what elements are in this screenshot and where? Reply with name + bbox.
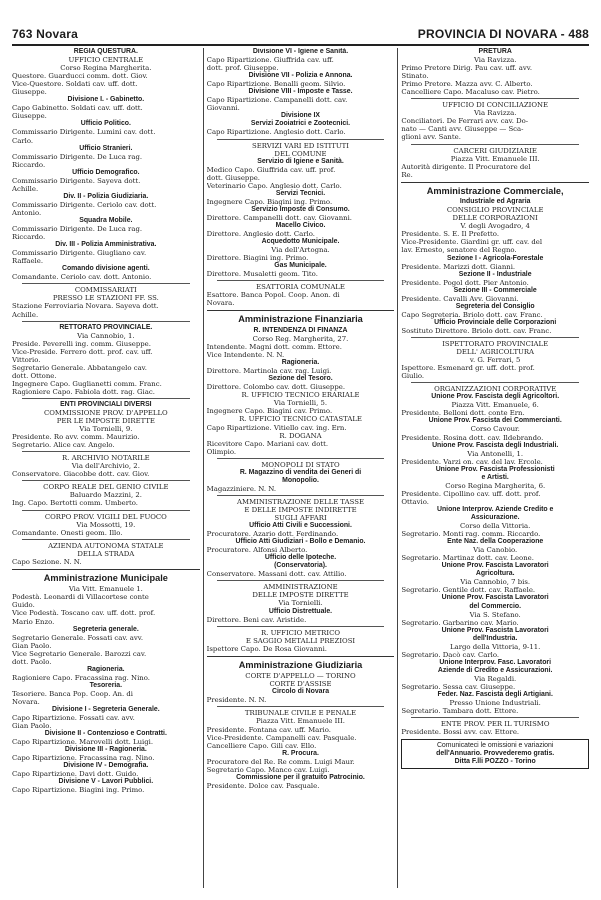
directory-line: Direttore. Biagini ing. Primo. [206,254,309,263]
directory-line: Ufficio Stranieri. [79,144,133,152]
directory-line: Divisione VI - Igiene e Sanità. [252,48,349,55]
directory-line: Esattore. Banca Popol. Coop. Anon. di [206,291,340,300]
directory-line: CONSIGLIO PROVINCIALE [446,206,544,215]
directory-line: Comandante. Onesti geom. Illo. [12,528,123,537]
directory-line: Vice Segretario Generale. Barozzi cav. [12,649,147,658]
directory-line: Presidente. Cipollino cav. uff. dott. prof. [401,489,541,498]
directory-line: Vice-Questore. Soldati cav. uff. dott. [12,80,138,89]
directory-line: SERVIZI VARI ED ISTITUTI [252,141,349,150]
directory-line: Via Regaldi. [474,674,517,683]
directory-line: TRIBUNALE CIVILE E PENALE [244,709,357,718]
directory-line: Unione Prov. Fascista Professionisti [435,465,555,473]
directory-line: UFFICIO CENTRALE [68,56,144,65]
directory-line: Segretario. Alice cav. Angelo. [12,441,115,450]
directory-line: Segretario Generale. Abbatangelo cav. [12,363,147,372]
directory-line: Capo Ripartizione. Davi dott. Guido. [12,770,139,779]
directory-line: v. G. Ferrari, 5 [469,356,521,365]
directory-line: Segretario Capo. Manco cav. Luigi. [206,765,330,774]
directory-line: SUGLI AFFARI [274,513,327,522]
directory-line: Monopolio. [282,476,319,484]
rule-separator [22,480,190,481]
directory-line: Procuratore. Azario dott. Ferdinando. [206,530,339,539]
directory-line: Vice-Presidente. Giardini gr. uff. cav. del [401,238,543,247]
directory-line: Unione Interprov. Fasc. Lavoratori [439,658,552,666]
notice-line: Comunicateci le omissioni e variazioni [436,742,554,750]
directory-columns [12,48,589,888]
directory-line: Via dell'Artogna. [271,246,330,255]
directory-line: Ente Naz. della Cooperazione [447,538,544,546]
directory-line: Direttore. Anglesio dott. Carlo. [206,230,315,239]
directory-line: Via S. Stefano. [469,610,521,619]
directory-line: Commissario Dirigente. Giugliano cav. [12,249,147,258]
directory-line: Autorità dirigente. Il Procuratore del [401,162,531,171]
directory-line: Piazza Vitt. Emanuele III. [256,717,345,726]
directory-line: Segretario. Monti rag. comm. Riccardo. [401,530,541,539]
directory-line: COMMISSARIATI [74,286,137,295]
directory-line: Procuratore del Re. Re comm. Luigi Maur. [206,757,355,766]
directory-line: Commissione per il gratuito Patrocinio. [236,773,365,781]
directory-line: Mario Enzo. [12,617,55,626]
directory-line: Intendente. Magni dott. comm. Ettore. [206,343,342,352]
directory-line: Divisione IV - Demografia. [63,762,149,770]
rule-separator [411,98,579,99]
directory-line: Assicurazione. [470,513,520,521]
directory-line: Presidente. Rosina dott. cav. Ildebrando. [401,433,544,442]
directory-line: Ingegnere Capo. Biagini ing. Primo. [206,197,333,206]
directory-line: CARCERI GIUDIZIARIE [453,146,537,155]
directory-line: Divisione I. - Gabinetto. [67,96,145,104]
directory-line: Antonio. [12,208,42,217]
directory-line: R. UFFICIO METRICO [261,628,341,637]
directory-line: AMMINISTRAZIONE DELLE TASSE [237,497,364,506]
directory-line: Divisione I - Segreteria Generale. [52,706,160,714]
directory-line: Stazione Ferroviaria Novara. Sayeva dott. [12,302,159,311]
directory-line: Conciliatori. De Ferrari avv. cav. Do- [401,117,529,126]
directory-line: Ragioniere Capo. Fracassina rag. Nino. [12,673,150,682]
directory-line: Gian Paolo. [12,641,52,650]
directory-line: CORTE D'ASSISE [269,680,332,689]
directory-line: Via Tornielli, 5. [273,399,328,408]
directory-line: Ufficio Provinciale delle Corporazioni [434,318,557,326]
directory-line: CORPO REALE DEL GENIO CIVILE [43,483,169,492]
directory-line: Ufficio Atti Giudiziari - Bollo e Demanio. [235,538,366,546]
directory-line: Tesoriere. Banca Pop. Coop. An. di [12,689,133,698]
directory-line: Segretario. Gentile dott. cav. Raffaele. [401,586,536,595]
directory-line: ESATTORIA COMUNALE [256,283,345,292]
column-divider [203,48,204,888]
rule-separator [411,382,579,383]
rule-separator [411,144,579,145]
directory-line: Gian Paolo. [12,722,52,731]
directory-line: Sezione I - Agricola-Forestale [447,254,544,262]
rule-separator [411,717,579,718]
section-heading: Amministrazione Commerciale, [401,182,589,197]
directory-line: nato — Canti avv. Giuseppe — Sca- [401,125,524,134]
directory-line: ENTI PROVINCIALI DIVERSI [60,400,152,408]
directory-line: Baluardo Mazzini, 2. [69,491,142,500]
directory-line: Commissario Dirigente. Lumini cav. dott. [12,128,156,137]
directory-line: Ingegnere Capo. Biagini cav. Primo. [206,407,333,416]
directory-line: Capo Sezione. N. N. [12,557,82,566]
directory-line: Ottavio. [401,497,429,506]
directory-line: R. DOGANA [279,431,322,440]
directory-line: Ingegnere Capo. Guglianetti comm. Franc. [12,379,162,388]
directory-line: Novara. [12,697,40,706]
directory-line: Presidente. S. E. Il Prefetto. [401,230,500,239]
directory-line: Riccardo. [12,160,46,169]
directory-line: Divisione II - Contenzioso e Contratti. [44,730,167,738]
rule-separator [22,321,190,322]
directory-line: Via Tornielli. [278,599,323,608]
column-middle [207,48,395,888]
directory-line: Piazza Vitt. Emanuele, 6. [451,401,539,410]
directory-line: Commissario Dirigente. Ceriolo cav. dott. [12,200,157,209]
directory-line: UFFICIO DI CONCILIAZIONE [442,101,549,110]
directory-line: Olimpio. [206,447,237,456]
directory-line: CORTE D'APPELLO — TORINO [245,672,356,681]
directory-line: dott. Ottone. [12,371,57,380]
directory-line: Segretario. Tambara dott. Ettore. [401,707,519,716]
rule-separator [217,706,385,707]
directory-line: Vice-Presidente. Campanelli cav. Pasquale. [206,733,357,742]
directory-line: R. UFFICIO TECNICO CATASTALE [239,415,362,424]
rule-separator [217,580,385,581]
directory-line: AZIENDA AUTONOMA STATALE [48,541,164,550]
directory-line: Servizi Zooiatrici e Zootecnici. [250,120,351,128]
rule-separator [217,458,385,459]
directory-line: REGIA QUESTURA. [73,48,138,55]
directory-line: Ragioneria. [87,665,125,673]
directory-line: Capo Ripartizione. Campanelli dott. cav. [206,96,348,105]
directory-line: Corso della Vittoria. [460,522,531,531]
directory-line: Sezione II - Industriale [458,270,532,278]
directory-line: Segretario. Garbarino cav. Mario. [401,618,519,627]
directory-line: R. UFFICIO TECNICO ERARIALE [241,391,360,400]
directory-line: e Artisti. [481,473,509,481]
directory-line: Squadra Mobile. [79,216,133,224]
directory-line: Vice-Preside. Ferrero dott. prof. cav. uff. [12,347,153,356]
directory-line: Medico Capo. Giuffrida cav. uff. prof. [206,165,336,174]
directory-line: Giovanni. [206,104,240,113]
directory-line: Capo Ripartizione. Marovelli dott. Luigi. [12,738,154,747]
directory-line: Conservatore. Massani dott. cav. Attilio. [206,570,347,579]
directory-line: E SAGGIO METALLI PREZIOSI [245,636,356,645]
directory-line: Via dell'Archivio, 2. [71,462,140,471]
directory-line: Tesoreria. [89,681,123,689]
directory-line: Vice Podestà. Toscano cav. uff. dott. prof. [12,609,156,618]
directory-line: MONOPOLI DI STATO [261,460,340,469]
header-rule [12,44,589,46]
directory-line: Direttore. Campanelli dott. cav. Giovanni. [206,213,352,222]
directory-line: Direttore. Colombo cav. dott. Giuseppe. [206,383,346,392]
section-heading: Amministrazione Giudiziaria [207,656,395,671]
directory-line: del Commercio. [469,602,522,610]
directory-line: Ufficio Distrettuale. [268,607,333,615]
directory-line: Segretario. Sessa cav. Giuseppe. [401,682,516,691]
directory-line: Re. [401,170,413,179]
directory-line: Feder. Naz. Fascista degli Artigiani. [437,691,553,699]
directory-line: Presidente. Pogol dott. Pier Antonio. [401,278,529,287]
directory-line: Capo Ripartizione. Biagini ing. Primo. [12,786,145,795]
directory-line: Via Mossotti, 19. [76,520,136,529]
directory-line: Ispettore Capo. De Rosa Giovanni. [206,644,327,653]
directory-line: Largo della Vittoria, 9-11. [450,642,541,651]
directory-line: Cancelliere Capo. Macaluso cav. Pietro. [401,88,540,97]
directory-line: Div. II - Polizia Giudiziaria. [63,192,149,200]
directory-line: Raffaele. [12,257,44,266]
directory-line: Commissario Dirigente. De Luca rag. [12,152,143,161]
directory-line: Achille. [12,184,39,193]
directory-line: Acquedotto Municipale. [261,238,340,246]
directory-line: Servizio di Igiene e Sanità. [257,157,344,165]
directory-line: dott. prof. Giuseppe. [206,64,279,73]
directory-line: ISPETTORATO PROVINCIALE [442,340,549,348]
directory-line: lav. Ernesto, senatore del Regno. [401,246,517,255]
directory-line: Divisione IX [280,112,321,120]
directory-line: Achille. [12,310,39,319]
directory-line: Presidente. Dolce cav. Pasquale. [206,781,320,790]
rule-separator [22,510,190,511]
directory-line: Direttore. Musaletti geom. Tito. [206,270,318,279]
directory-line: Procuratore. Alfonsi Alberto. [206,546,308,555]
directory-line: Divisione VIII - Imposte e Tasse. [248,88,353,96]
directory-line: Presidente. Belloni dott. conte Ern. [401,409,525,418]
directory-line: Corso Regina Margherita, 6. [445,481,546,490]
directory-line: Ufficio Politico. [80,120,131,128]
directory-line: Capo Segreteria. Briolo dott. cav. Franc. [401,310,543,319]
directory-line: Divisione III - Ragioneria. [64,746,147,754]
directory-line: Ufficio Atti Civili e Successioni. [249,522,352,530]
rule-separator [22,451,190,452]
directory-line: Capo Ripartizione. Fossati cav. avv. [12,714,135,723]
column-right [401,48,589,888]
directory-line: Via Tornielli, 9. [79,425,133,434]
directory-line: Comando divisione agenti. [61,265,150,273]
directory-line: Unione Prov. Fascista Lavoratori [441,626,549,634]
directory-line: Vice Intendente. N. N. [206,351,285,360]
directory-line: Podestà. Leonardi di Villacortese conte [12,593,149,602]
directory-line: Servizio Imposte di Consumo. [251,205,350,213]
directory-line: Capo Ripartizione. Vitiello cav. ing. Ern. [206,423,347,432]
column-divider [397,48,398,888]
directory-line: Capo Ripartizione. Anglesio dott. Carlo. [206,128,346,137]
directory-line: Unione Prov. Fascista Lavoratori [441,594,549,602]
section-heading: Amministrazione Municipale [12,569,200,584]
directory-line: Ufficio delle Ipoteche. [264,554,337,562]
directory-line: Magazziniere. N. N. [206,484,277,493]
directory-line: Div. III - Polizia Amministrativa. [55,241,157,249]
notice-line: Ditta F.lli POZZO - Torino [454,758,536,766]
directory-line: DELLE CORPORAZIONI [452,214,538,223]
directory-line: Gas Municipale. [274,262,327,270]
directory-line: Primo Pretore. Mazza avv. C. Alberto. [401,80,533,89]
rule-separator [22,539,190,540]
directory-line: Aziende di Credito e Assicurazioni. [437,666,553,674]
directory-line: Riccardo. [12,233,46,242]
directory-line: Unione Interprov. Aziende Credito e [436,505,554,513]
directory-line: Segreteria del Consiglio [455,302,535,310]
directory-line: PRETURA [478,48,512,55]
rule-separator [411,337,579,338]
rule-separator [217,139,385,140]
directory-line: Corso Regina Margherita. [60,64,152,73]
directory-line: Giuseppe. [12,112,47,121]
directory-line: Unione Prov. Fascista Lavoratori [441,562,549,570]
notice-box [401,739,589,769]
directory-line: PER LE IMPOSTE DIRETTE [56,417,155,426]
directory-line: Via Canobio. [473,546,518,555]
directory-line: Via Ravizza. [473,109,517,118]
directory-line: DEL COMUNE [274,149,327,158]
directory-line: Commissario Dirigente. Sayeva dott. [12,176,141,185]
column-left [12,48,200,888]
directory-line: R. Procura. [282,749,319,757]
page-title-right: PROVINCIA DI NOVARA - 488 [417,27,589,41]
directory-line: Presidente. Fontana cav. uff. Mario. [206,725,331,734]
directory-line: Piazza Vitt. Emanuele III. [450,154,540,163]
rule-separator [217,626,385,627]
directory-line: Presidente. Cavalli Avv. Giovanni. [401,294,519,303]
directory-line: glioni avv. Sante. [401,133,461,142]
directory-line: Via Cannobio, 7 bis. [460,578,531,587]
directory-line: Commissario Dirigente. De Luca rag. [12,225,143,234]
directory-line: Via Cannobio, 1. [77,331,135,340]
directory-line: Direttore. Martinola cav. rag. Luigi. [206,367,332,376]
directory-line: Presso Unione Industriali. [449,699,541,708]
directory-line: R. ARCHIVIO NOTARILE [62,454,150,463]
directory-line: Servizi Tecnici. [275,189,326,197]
directory-line: Primo Pretore Dirig. Pau cav. uff. avv. [401,64,533,73]
directory-line: Giulio. [401,372,425,381]
directory-line: Giuseppe. [12,88,47,97]
directory-line: Capo Gabinetto. Soldati cav. uff. dott. [12,104,143,113]
directory-line: Presidente. Marizzi dott. Gianni. [401,262,516,271]
directory-line: Capo Ripartizione. Giuffrida cav. uff. [206,56,334,65]
directory-line: Divisione VII - Polizia e Annona. [248,72,353,80]
directory-line: Preside. Peverelli ing. comm. Giuseppe. [12,339,151,348]
directory-line: Corso Reg. Margherita, 27. [252,335,349,343]
directory-line: Circolo di Novara [271,688,330,696]
directory-line: Ufficio Demografico. [72,168,140,176]
directory-line: Segretario Generale. Fossati cav. avv. [12,633,144,642]
directory-line: Corso Cavour. [470,425,520,434]
directory-line: Presidente. Bossi avv. cav. Ettore. [401,728,520,737]
directory-line: Vittorio. [12,355,41,364]
directory-line: Sezione del Tesoro. [268,375,333,383]
rule-separator [22,283,190,284]
directory-line: R. Magazzino di vendita dei Generi di [239,468,362,476]
directory-line: Presidente. N. N. [206,696,267,705]
directory-line: CORPO PROV. VIGILI DEL FUOCO [44,512,167,521]
directory-line: RETTORATO PROVINCIALE. [59,323,153,331]
directory-line: Capo Ripartizione. Fracassina rag. Nino. [12,754,155,763]
directory-line: Conservatore. Giacobbe dott. cav. Giov. [12,470,150,479]
directory-line: Veterinario Capo. Anglesio dott. Carlo. [206,181,342,190]
directory-line: Stinato. [401,72,429,81]
page-number-left: 763 Novara [12,27,79,41]
directory-line: COMMISSIONE PROV. D'APPELLO [43,409,168,418]
directory-line: Segreteria generale. [72,625,139,633]
directory-line: Sezione III - Commerciale [453,286,537,294]
directory-line: Novara. [206,299,235,308]
directory-line: Segretario. Martinaz dott. cav. Leone. [401,554,534,563]
directory-line: (Conservatoria). [274,562,327,570]
directory-line: ENTE PROV. PER IL TURISMO [440,720,550,729]
column-right-lines [401,48,589,736]
rule-separator [22,398,190,399]
directory-line: Guido. [12,601,35,610]
directory-line: Presidente. Varzi on. cav. del lav. Ercole. [401,457,543,466]
directory-line: Ragioniere Capo. Fabiola dott. rag. Giac. [12,387,155,396]
directory-line: E DELLE IMPOSTE INDIRETTE [244,505,357,514]
directory-line: DELL' AGRICOLTURA [456,348,535,357]
directory-line: Sostituto Direttore. Briolo dott. cav. Franc. [401,326,552,335]
directory-line: ORGANIZZAZIONI CORPORATIVE [434,385,557,394]
directory-line: Via Ravizza. [473,56,517,65]
directory-line: Macello Civico. [275,221,326,229]
notice-line: dell'Annuario. Provvederemo gratis. [436,750,555,758]
rule-separator [217,280,385,281]
directory-line: Cancelliere Capo. Gili cav. Ello. [206,741,317,750]
directory-line: Presidente. Ro avv. comm. Maurizio. [12,433,140,442]
directory-line: Segretario. Dacò cav. Carlo. [401,650,500,659]
directory-line: Via Vitt. Emanuele 1. [68,585,143,594]
directory-line: Ragioneria. [281,359,320,367]
directory-line: dell'Industria. [472,634,518,642]
directory-line: Ricevitore Capo. Mariani cav. dott. [206,439,329,448]
directory-line: AMMINISTRAZIONE [263,583,338,592]
directory-line: Questore. Guarducci comm. dott. Giov. [12,72,148,81]
directory-line: Via Antonelli, 1. [467,449,524,458]
directory-line: Unione Prov. Fascista degli Agricoltori. [431,393,560,401]
rule-separator [217,495,385,496]
directory-line: dott. Paolo. [12,657,52,666]
directory-line: Capo Ripartizione. Benalli geom. Silvio. [206,80,346,89]
directory-line: Direttore. Beni cav. Aristide. [206,615,307,624]
directory-line: Ispettore. Esmenard gr. uff. dott. prof. [401,364,535,373]
page-header [12,26,589,42]
directory-line: Unione Prov. Fascista dei Commercianti. [428,417,562,425]
directory-line: dott. Giuseppe. [206,173,261,182]
directory-line: Carlo. [12,136,34,145]
directory-line: DELLE IMPOSTE DIRETTE [252,591,349,600]
directory-line: DELLA STRADA [77,549,135,558]
directory-line: Unione Prov. Fascista degli Industriali. [432,441,559,449]
directory-line: Divisione V - Lavori Pubblici. [58,778,154,786]
directory-line: Agricoltura. [475,570,515,578]
directory-line: Comandante. Ceriolo cav. dott. Antonio. [12,273,152,282]
directory-line: R. INTENDENZA DI FINANZA [253,326,348,334]
directory-line: Industriale ed Agraria [459,198,531,206]
directory-line: V. degli Avogadro, 4 [460,222,530,231]
section-heading: Amministrazione Finanziaria [207,310,395,325]
directory-line: PRESSO LE STAZIONI FF. SS. [52,294,159,303]
directory-line: Ing. Capo. Bertotti comm. Umberto. [12,499,139,508]
